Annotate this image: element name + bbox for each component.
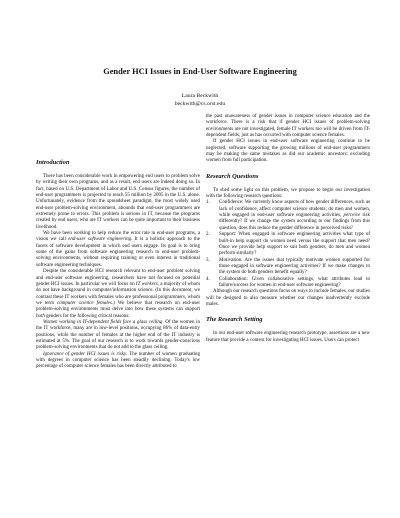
author-email: beckwith@cs.orst.edu <box>174 101 226 107</box>
list-item: 1. Confidence: We currently know aspects of how gender differences, such as lack of confidence, affect computer science students; do men and women, while engaged in end-user software engineering activities, perceive risk differently? If we change the system according to our findings from this question, does this reduce the gender difference in perceived risks? <box>206 200 371 231</box>
q2-text: Support: When engaged in software engineering activities what type of built-in help support do women need versus the support that men need? Once we provide help support to suit both genders, do men and women perform similarly? <box>219 232 370 257</box>
author-name: Laura Beckwith <box>181 93 219 99</box>
continued-paragraph: the past unawareness of gender issues in computer science education and the workforce. There is a risk that if gender HCI issues of problem-solving environments are not investigated, female IT workers too will be driven from IT-dependent fields, just as has occurred with computer science females. <box>206 114 370 139</box>
intro-paragraph-2 <box>36 231 200 269</box>
ignorance-risky-lead: Ignorance of gender HCI issues is risky <box>43 351 127 357</box>
p3-text-g: genders for the following critical reasons: <box>44 313 130 319</box>
p3-text-a: Despite the considerable HCI research relevant to end-user problem solving and end-user software engineering, researchers have not focused on potential gender HCI issues. In particular we will focus on <box>36 269 200 287</box>
list-item: 3. Motivation: Are the issues that typically motivate women supported for those engaged in software engineering activities? If we make changes to the system do both genders benefit equally? <box>206 257 370 276</box>
rq-intro-paragraph: To shed some light on this problem, we propose to begin our investigation with the following research questions: <box>206 187 370 200</box>
p3-emphasis-cs-females: computer science females <box>56 300 112 306</box>
q3-text: Motivation: Are the issues that typically motivate women supported for those engaged in software engineering activities? If we make changes to the system do both genders benefit equally? <box>219 257 370 276</box>
p3-emphasis-it-workers: IT workers <box>135 281 158 287</box>
list-item: 2. Support: When engaged in software engineering activities what type of built-in help support do women need versus the support that men need? Once we provide help support to suit both genders, do men and women perform similarly? <box>206 232 370 257</box>
q1-text-a: Confidence: We currently know aspects of how gender differences, such as lack of confidence, affect computer science students; do men and women, while engaged in end-user software engineering activities, <box>219 200 370 219</box>
p2-text-a: We have been working to help reduce the error rate in end-user programs, a vision we call <box>36 231 200 243</box>
list-item: 4. Collaboration: Given collaborative settings, what attributes lead to failure/success for women in end-user software engineering? <box>206 276 370 288</box>
research-questions-list <box>206 200 370 289</box>
q1-emphasis: perceive <box>343 213 361 219</box>
q4-text: Collaboration: Given collaborative settings, what attributes lead to failure/success for women in end-user software engineering? <box>219 276 370 288</box>
intro-paragraph-1: There has been considerable work in empowering end users to problem solve by writing their own programs, and as a result, end users are indeed doing so. In fact, based on U.S. Department of Labor and U.S. Census figures, the number of end-user programmers is projected to reach 55 million by 2005 in the U.S. alone. Unfortunately, evidence from the spreadsheet paradigm, the most widely used end-user problem-solving environment, abounds that end-user programmers are extremely prone to errors. This problem is serious in IT, because the programs created by end users, who are IT workers can be quite important to their business livelihood. <box>36 174 200 230</box>
research-questions-heading: Research Questions <box>206 172 259 180</box>
intro-paragraph-5 <box>36 352 200 371</box>
author-block <box>0 92 400 108</box>
left-column <box>36 159 200 371</box>
p5-text: . The number of women graduating with degrees in computer science has been steadily declining. Today's low percentage of computer science females has been directly attributed to <box>36 351 200 370</box>
research-setting-heading: The Research Setting <box>206 316 263 324</box>
rq-summary-paragraph: Although our research questions focus on ways to include females, our studies will be designed to also measure whether our changes inadvertently exclude males. <box>206 289 370 307</box>
glass-ceiling-lead: Women working in IT-dependent fields face a glass ceiling <box>43 319 163 325</box>
intro-paragraph-4 <box>36 320 200 352</box>
p3-text-c: , a majority of whom do not have background in computer/information science. (In this document, we contrast these IT workers with females who are professional programmers, whom we term <box>36 281 201 306</box>
p3-emphasis-both: both <box>36 313 45 319</box>
intro-paragraph-3 <box>36 269 200 320</box>
p3-text-e: .) We believe that research on end-user problem-solving environments must delve into how these systems can support <box>36 300 200 313</box>
p2-emphasis: end-user software engineering <box>68 237 132 243</box>
q1-text-c: risk differently? If we change the system according to our findings from this question, does this reduce the gender difference in perceived risks? <box>219 213 371 231</box>
introduction-heading: Introduction <box>36 159 70 166</box>
right-column <box>206 114 370 344</box>
paper-title: Gender HCI Issues in End-User Software Engineering <box>103 67 297 76</box>
neglect-paragraph: If gender HCI issues in end-user software engineering continue to be neglected, software supporting the growing millions of end-user programmers may be making the same mistakes as did our academic ancestors: excluding women from full participation. <box>206 139 370 164</box>
p2-text-c: . It is a holistic approach to the facets of software development in which end users engage. Its goal is to bring some of the gains from software engineering research to end-user problem-solving environments, without requiring training or even interest in traditional software engineering techniques. <box>36 237 200 268</box>
setting-paragraph: In our end-user software engineering research prototype, assertions are a new feature that provide a context for investigating HCI issues. Users can protect <box>206 331 370 343</box>
p4-text: . Of the women in the IT workforce, many are in low-level positions, occupying 86% of data-entry positions, while the number of females at the higher end of the IT industry is estimated at 5%. The goal of our research is to work towards gender-conscious problem-solving environments that do not add to the glass ceiling. <box>36 319 200 351</box>
